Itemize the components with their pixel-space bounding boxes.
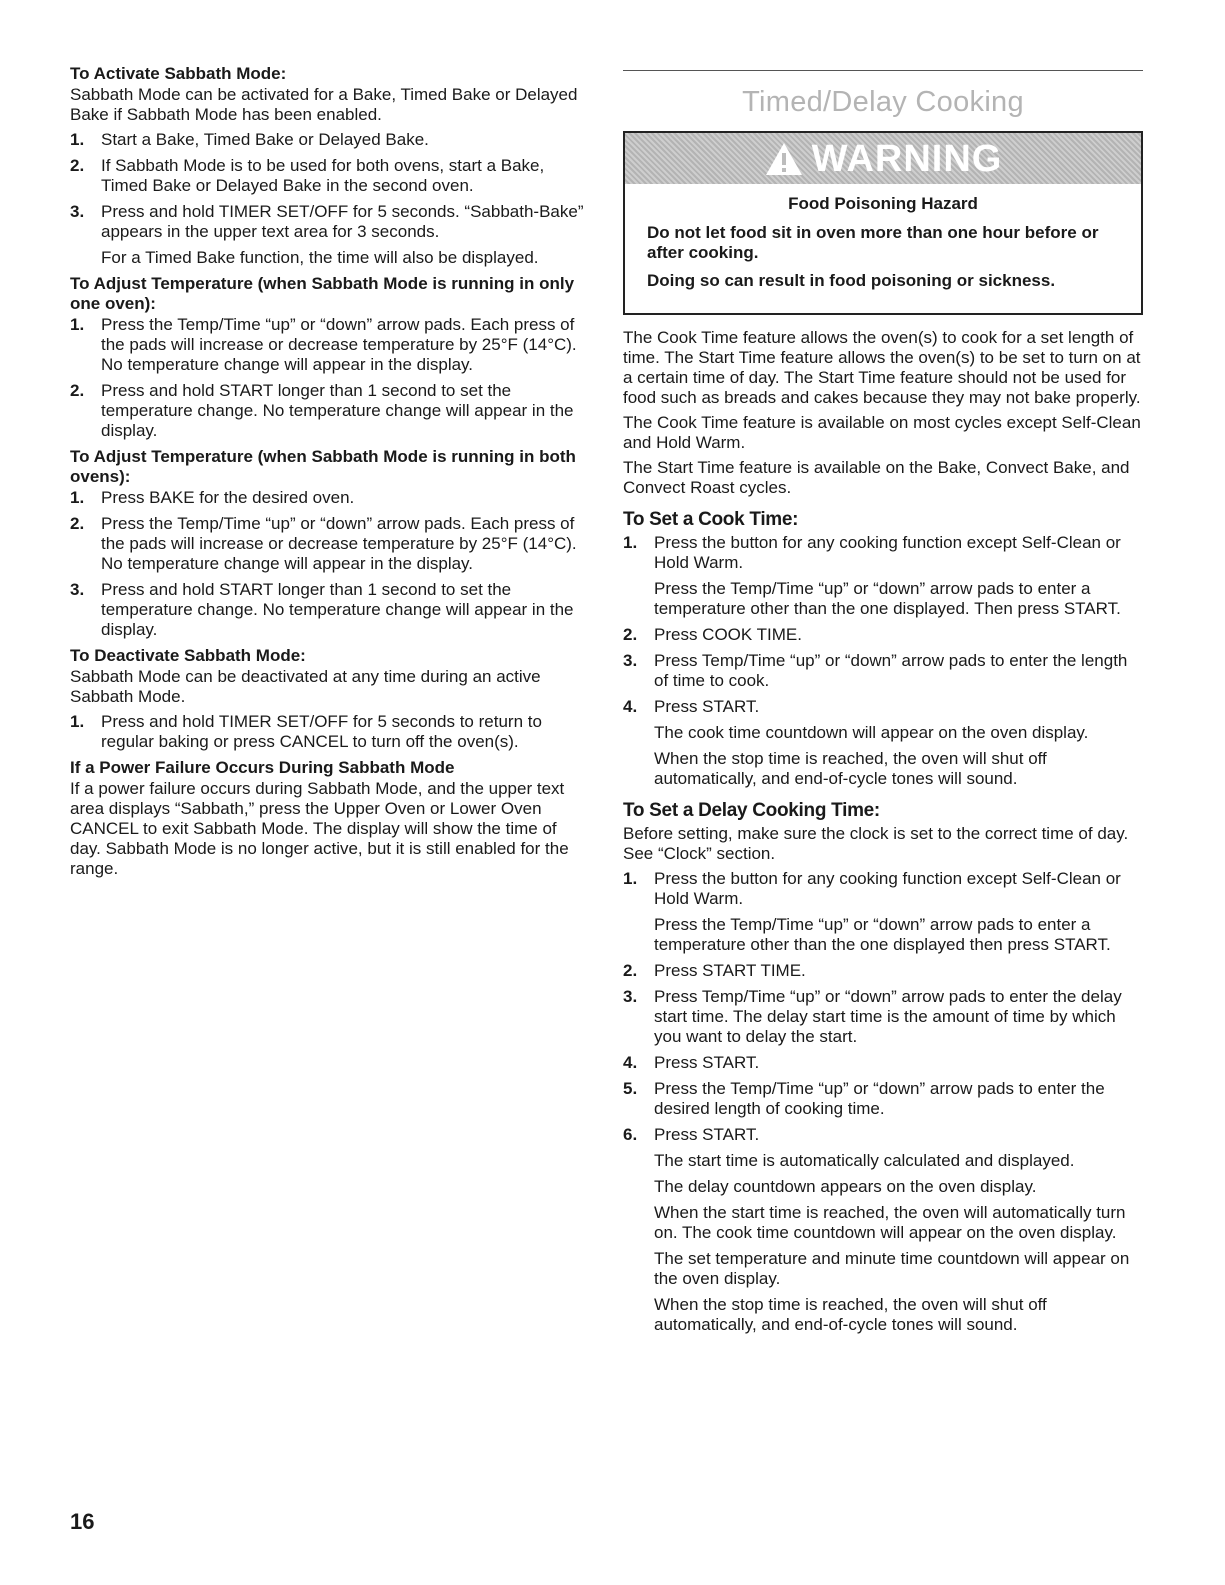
step-text: Press START. <box>654 697 760 716</box>
list-item <box>70 130 588 150</box>
step-subtext: When the stop time is reached, the oven will shut off automatically, and end-of-cycle tones will sound. <box>654 749 1047 788</box>
cook-time-steps <box>623 533 1143 789</box>
warning-triangle-icon <box>764 141 804 177</box>
adjust-one-steps <box>70 315 588 441</box>
step-number: 1. <box>70 130 85 149</box>
step-number: 1. <box>623 533 638 552</box>
step-text: Press and hold START longer than 1 second to set the temperature change. No temperature change will appear in the display. <box>101 381 574 440</box>
list-item <box>70 712 588 752</box>
step-number: 3. <box>70 202 85 221</box>
step-text: Press BAKE for the desired oven. <box>101 488 355 507</box>
step-text: If Sabbath Mode is to be used for both ovens, start a Bake, Timed Bake or Delayed Bake in the second oven. <box>101 156 545 195</box>
step-text: Press START. <box>654 1125 760 1144</box>
warning-box <box>623 131 1143 315</box>
delay-time-steps <box>623 869 1143 1335</box>
intro-paragraph: The Cook Time feature allows the oven(s) to cook for a set length of time. The Start Time feature allows the oven(s) to be set to turn on at a certain time of day. The Start Time feature should not be used for food such as breads and cakes because they may not bake properly. <box>623 328 1141 407</box>
list-item <box>70 156 588 196</box>
step-text: Press Temp/Time “up” or “down” arrow pads to enter the length of time to cook. <box>654 651 1128 690</box>
step-number: 5. <box>623 1079 638 1098</box>
step-subtext: When the start time is reached, the oven will automatically turn on. The cook time countdown will appear on the oven display. <box>654 1203 1126 1242</box>
step-subtext: The delay countdown appears on the oven display. <box>654 1177 1037 1196</box>
left-column <box>70 64 588 884</box>
warning-line: Do not let food sit in oven more than one hour before or after cooking. <box>647 223 1099 262</box>
list-item <box>70 202 588 268</box>
power-failure-text: If a power failure occurs during Sabbath Mode, and the upper text area displays “Sabbath,” press the Upper Oven or Lower Oven CANCEL to exit Sabbath Mode. The display will show the time of day. Sabbath Mode is no longer active, but it is still enabled for the range. <box>70 779 569 878</box>
list-item <box>70 488 588 508</box>
deactivate-intro: Sabbath Mode can be deactivated at any time during an active Sabbath Mode. <box>70 667 541 706</box>
step-text: Press START TIME. <box>654 961 806 980</box>
step-number: 2. <box>70 514 85 533</box>
list-item <box>70 580 588 640</box>
delay-intro: Before setting, make sure the clock is set to the correct time of day. See “Clock” section. <box>623 824 1129 863</box>
warning-banner <box>625 133 1141 184</box>
right-column <box>623 64 1143 1341</box>
activate-steps <box>70 130 588 268</box>
warning-line: Doing so can result in food poisoning or sickness. <box>647 271 1056 290</box>
adjust-one-heading: To Adjust Temperature (when Sabbath Mode is running in only one oven): <box>70 274 575 313</box>
step-number: 4. <box>623 1053 638 1072</box>
step-subtext: When the stop time is reached, the oven will shut off automatically, and end-of-cycle tones will sound. <box>654 1295 1047 1334</box>
step-text: Press and hold TIMER SET/OFF for 5 seconds. “Sabbath-Bake” appears in the upper text area for 3 seconds. <box>101 202 584 241</box>
step-text: Press and hold TIMER SET/OFF for 5 seconds to return to regular baking or press CANCEL to turn off the oven(s). <box>101 712 542 751</box>
step-subtext: For a Timed Bake function, the time will also be displayed. <box>101 248 539 267</box>
adjust-both-heading: To Adjust Temperature (when Sabbath Mode is running in both ovens): <box>70 447 576 486</box>
step-number: 4. <box>623 697 638 716</box>
list-item <box>623 1125 1143 1335</box>
step-subtext: The cook time countdown will appear on the oven display. <box>654 723 1089 742</box>
list-item <box>70 514 588 574</box>
cook-time-heading: To Set a Cook Time: <box>623 509 799 530</box>
step-subtext: Press the Temp/Time “up” or “down” arrow pads to enter a temperature other than the one displayed. Then press START. <box>654 579 1121 618</box>
adjust-both-steps <box>70 488 588 640</box>
delay-time-heading: To Set a Delay Cooking Time: <box>623 800 880 821</box>
list-item <box>623 651 1143 691</box>
step-number: 2. <box>70 381 85 400</box>
step-number: 1. <box>70 315 85 334</box>
list-item <box>623 961 1143 981</box>
power-failure-heading: If a Power Failure Occurs During Sabbath Mode <box>70 758 455 777</box>
list-item <box>623 1079 1143 1119</box>
list-item <box>623 1053 1143 1073</box>
step-text: Press the button for any cooking function except Self-Clean or Hold Warm. <box>654 869 1121 908</box>
page-number: 16 <box>70 1509 95 1534</box>
step-text: Press the button for any cooking function except Self-Clean or Hold Warm. <box>654 533 1121 572</box>
step-text: Press Temp/Time “up” or “down” arrow pads to enter the delay start time. The delay start time is the amount of time by which you want to delay the start. <box>654 987 1122 1046</box>
step-number: 6. <box>623 1125 638 1144</box>
intro-paragraph: The Cook Time feature is available on most cycles except Self-Clean and Hold Warm. <box>623 413 1141 452</box>
step-text: Press COOK TIME. <box>654 625 802 644</box>
step-text: Press and hold START longer than 1 second to set the temperature change. No temperature change will appear in the display. <box>101 580 574 639</box>
step-text: Press START. <box>654 1053 760 1072</box>
step-number: 1. <box>70 488 85 507</box>
step-number: 3. <box>70 580 85 599</box>
list-item <box>623 697 1143 789</box>
step-number: 2. <box>70 156 85 175</box>
activate-heading: To Activate Sabbath Mode: <box>70 64 287 83</box>
step-text: Press the Temp/Time “up” or “down” arrow pads. Each press of the pads will increase or decrease temperature by 25°F (14°C). No temperature change will appear in the display. <box>101 514 577 573</box>
list-item <box>70 381 588 441</box>
step-subtext: The start time is automatically calculated and displayed. <box>654 1151 1075 1170</box>
step-number: 3. <box>623 651 638 670</box>
intro-paragraph: The Start Time feature is available on the Bake, Convect Bake, and Convect Roast cycles. <box>623 458 1130 497</box>
list-item <box>623 533 1143 619</box>
warning-body <box>625 184 1141 313</box>
step-subtext: Press the Temp/Time “up” or “down” arrow pads to enter a temperature other than the one displayed then press START. <box>654 915 1111 954</box>
hazard-title: Food Poisoning Hazard <box>788 194 978 213</box>
deactivate-heading: To Deactivate Sabbath Mode: <box>70 646 306 665</box>
list-item <box>70 315 588 375</box>
warning-word: WARNING <box>811 137 1003 180</box>
step-number: 1. <box>70 712 85 731</box>
step-text: Press the Temp/Time “up” or “down” arrow pads to enter the desired length of cooking time. <box>654 1079 1105 1118</box>
list-item <box>623 625 1143 645</box>
section-title: Timed/Delay Cooking <box>742 86 1024 118</box>
step-text: Press the Temp/Time “up” or “down” arrow pads. Each press of the pads will increase or decrease temperature by 25°F (14°C). No temperature change will appear in the display. <box>101 315 577 374</box>
step-subtext: The set temperature and minute time countdown will appear on the oven display. <box>654 1249 1130 1288</box>
activate-intro: Sabbath Mode can be activated for a Bake, Timed Bake or Delayed Bake if Sabbath Mode has been enabled. <box>70 85 578 124</box>
step-number: 2. <box>623 961 638 980</box>
step-number: 3. <box>623 987 638 1006</box>
section-divider <box>623 70 1143 71</box>
list-item <box>623 869 1143 955</box>
list-item <box>623 987 1143 1047</box>
deactivate-steps <box>70 712 588 752</box>
step-number: 2. <box>623 625 638 644</box>
step-number: 1. <box>623 869 638 888</box>
step-text: Start a Bake, Timed Bake or Delayed Bake. <box>101 130 429 149</box>
